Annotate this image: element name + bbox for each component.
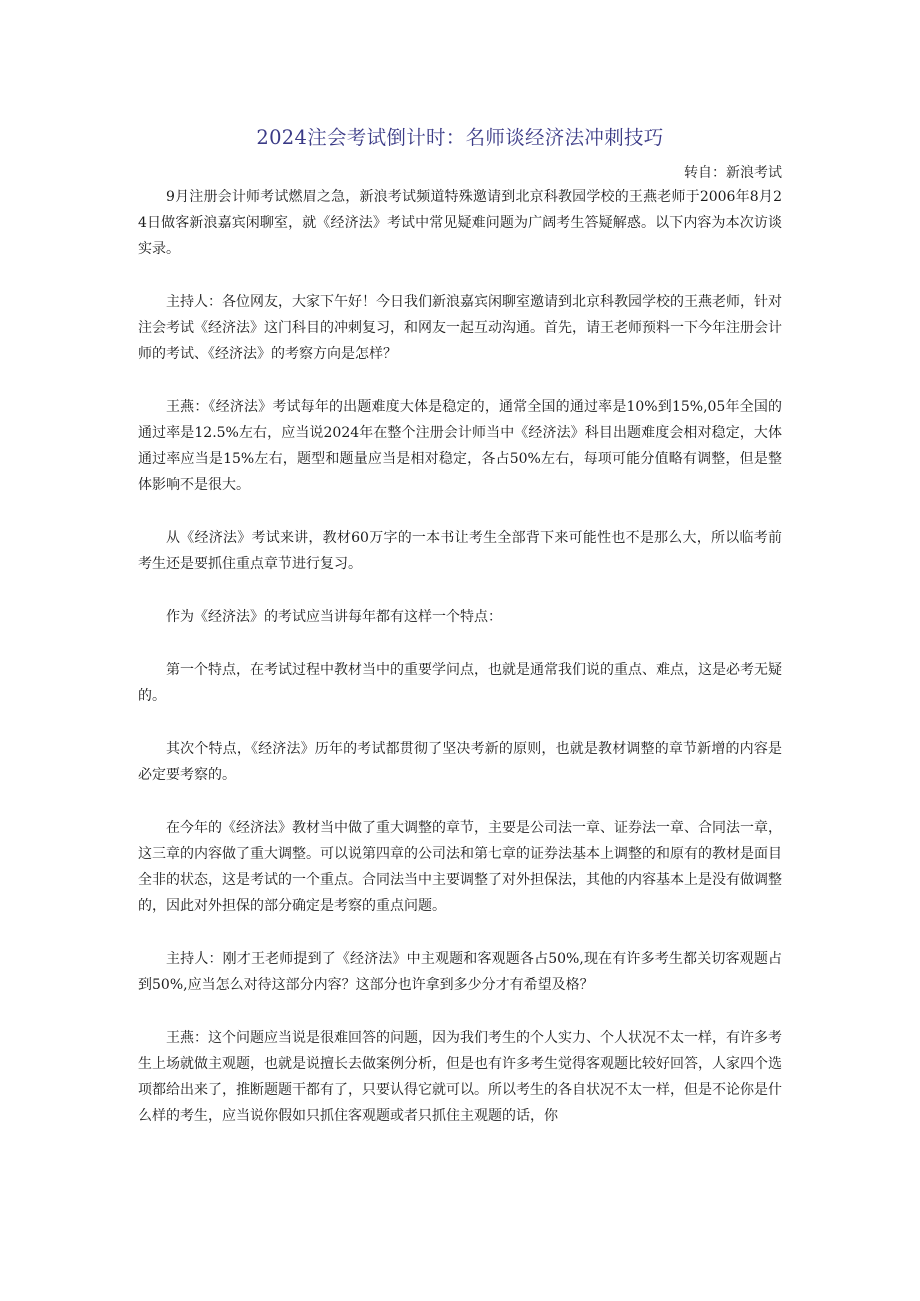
document-title: 2024注会考试倒计时：名师谈经济法冲刺技巧 (256, 126, 664, 149)
paragraph-intro: 9月注册会计师考试燃眉之急，新浪考试频道特殊邀请到北京科教园学校的王燕老师于2006年8月24日做客新浪嘉宾闲聊室，就《经济法》考试中常见疑难问题为广阔考生答疑解惑。以下内容为本次访谈实录。 (138, 189, 782, 257)
paragraph: 从《经济法》考试来讲，教材60万字的一本书让考生全部背下来可能性也不是那么大，所以临考前考生还是要抓住重点章节进行复习。 (138, 530, 782, 572)
paragraph: 主持人：刚才王老师提到了《经济法》中主观题和客观题各占50%,现在有许多考生都关切客观题占到50%,应当怎么对待这部分内容？这部分也许拿到多少分才有希望及格？ (138, 951, 782, 993)
paragraph: 其次个特点，《经济法》历年的考试都贯彻了坚决考新的原则，也就是教材调整的章节新增的内容是必定要考察的。 (138, 741, 782, 783)
paragraph: 王燕：这个问题应当说是很难回答的问题，因为我们考生的个人实力、个人状况不太一样，有许多考生上场就做主观题，也就是说擅长去做案例分析，但是也有许多考生觉得客观题比较好回答，人家四个选项都给出来了，推断题题干都有了，只要认得它就可以。所以考生的各自状况不太一样，但是不论你是什么样的考生，应当说你假如只抓住客观题或者只抓住主观题的话，你 (138, 1030, 782, 1124)
paragraph: 第一个特点，在考试过程中教材当中的重要学问点，也就是通常我们说的重点、难点，这是必考无疑的。 (138, 662, 782, 704)
paragraph: 在今年的《经济法》教材当中做了重大调整的章节，主要是公司法一章、证券法一章、合同法一章，这三章的内容做了重大调整。可以说第四章的公司法和第七章的证券法基本上调整的和原有的教材是面目全非的状态，这是考试的一个重点。合同法当中主要调整了对外担保法，其他的内容基本上是没有做调整的，因此对外担保的部分确定是考察的重点问题。 (138, 820, 782, 914)
paragraph: 作为《经济法》的考试应当讲每年都有这样一个特点： (166, 609, 502, 625)
paragraph: 主持人：各位网友，大家下午好！今日我们新浪嘉宾闲聊室邀请到北京科教园学校的王燕老师，针对注会考试《经济法》这门科目的冲刺复习，和网友一起互动沟通。首先，请王老师预料一下今年注册会计师的考试、《经济法》的考察方向是怎样？ (138, 294, 782, 362)
paragraph: 王燕：《经济法》考试每年的出题难度大体是稳定的，通常全国的通过率是10%到15%,05年全国的通过率是12.5%左右，应当说2024年在整个注册会计师当中《经济法》科目出题难度会相对稳定，大体通过率应当是15%左右，题型和题量应当是相对稳定，各占50%左右，每项可能分值略有调整，但是整体影响不是很大。 (138, 399, 782, 493)
document-body (138, 184, 782, 1156)
source-line: 转自：新浪考试 (684, 165, 782, 181)
